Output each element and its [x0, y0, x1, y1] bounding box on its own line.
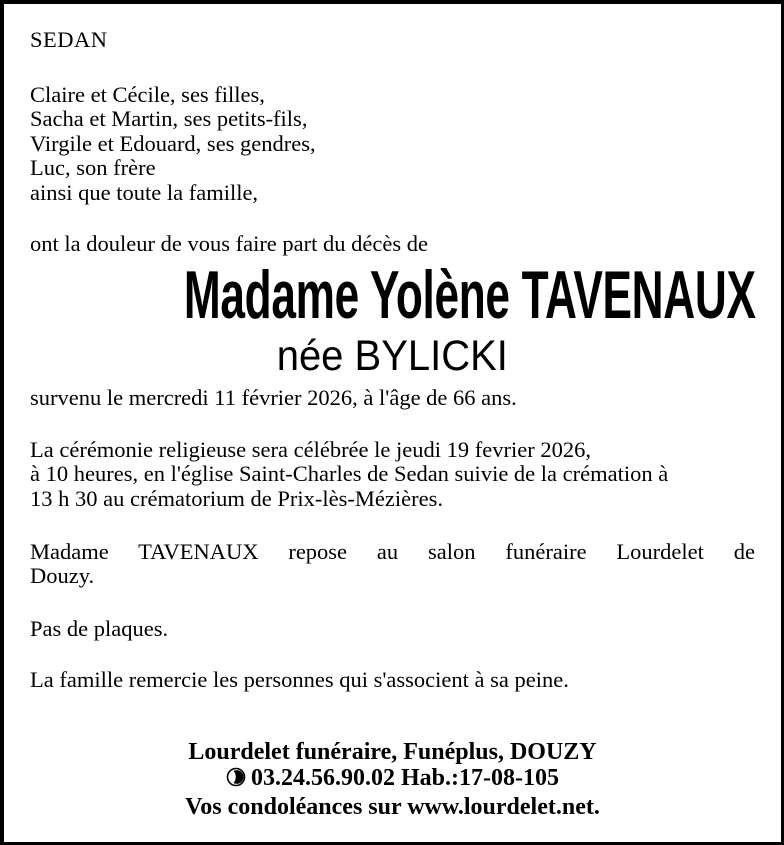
family-line: Virgile et Edouard, ses gendres, — [30, 130, 316, 156]
condolences-line: Vos condoléances sur www.lourdelet.net. — [185, 793, 600, 820]
family-line: ainsi que toute la famille, — [30, 179, 259, 205]
phone-line — [30, 765, 755, 794]
family-line: Luc, son frère — [30, 155, 156, 181]
announcement-line: ont la douleur de vous faire part du décès de — [30, 230, 428, 256]
funeral-home-footer — [30, 739, 755, 821]
ceremony-line: La cérémonie religieuse sera célébrée le jeudi 19 fevrier 2026, — [30, 436, 591, 462]
phone-number-text: 03.24.56.90.02 Hab.:17-08-105 — [251, 765, 559, 792]
ceremony-line: 13 h 30 au crématorium de Prix-lès-Mézières. — [30, 485, 443, 511]
ceremony-paragraph — [30, 438, 755, 512]
repose-line: Douzy. — [30, 563, 95, 589]
death-date-line: survenu le mercredi 11 février 2026, à l'âge de 66 ans. — [30, 385, 517, 411]
repose-paragraph — [30, 540, 755, 589]
ceremony-line: à 10 heures, en l'église Saint-Charles de Sedan suivie de la crémation à — [30, 461, 669, 487]
family-line: Sacha et Martin, ses petits-fils, — [30, 106, 308, 132]
thanks-line: La famille remercie les personnes qui s'associent à sa peine. — [30, 667, 569, 693]
repose-line: Madame TAVENAUX repose au salon funéraire Lourdelet de — [30, 538, 755, 564]
no-plaques-line: Pas de plaques. — [30, 615, 169, 641]
family-line: Claire et Cécile, ses filles, — [30, 81, 265, 107]
maiden-name: née BYLICKI — [276, 332, 509, 381]
maiden-name-block — [30, 332, 755, 380]
deceased-name-block — [30, 258, 755, 332]
city-heading: SEDAN — [30, 27, 108, 52]
funeral-home-line: Lourdelet funéraire, Funéplus, DOUZY — [188, 738, 597, 765]
deceased-name: Madame Yolène TAVENAUX — [183, 257, 756, 334]
phone-icon — [226, 767, 246, 794]
family-list — [30, 83, 755, 206]
